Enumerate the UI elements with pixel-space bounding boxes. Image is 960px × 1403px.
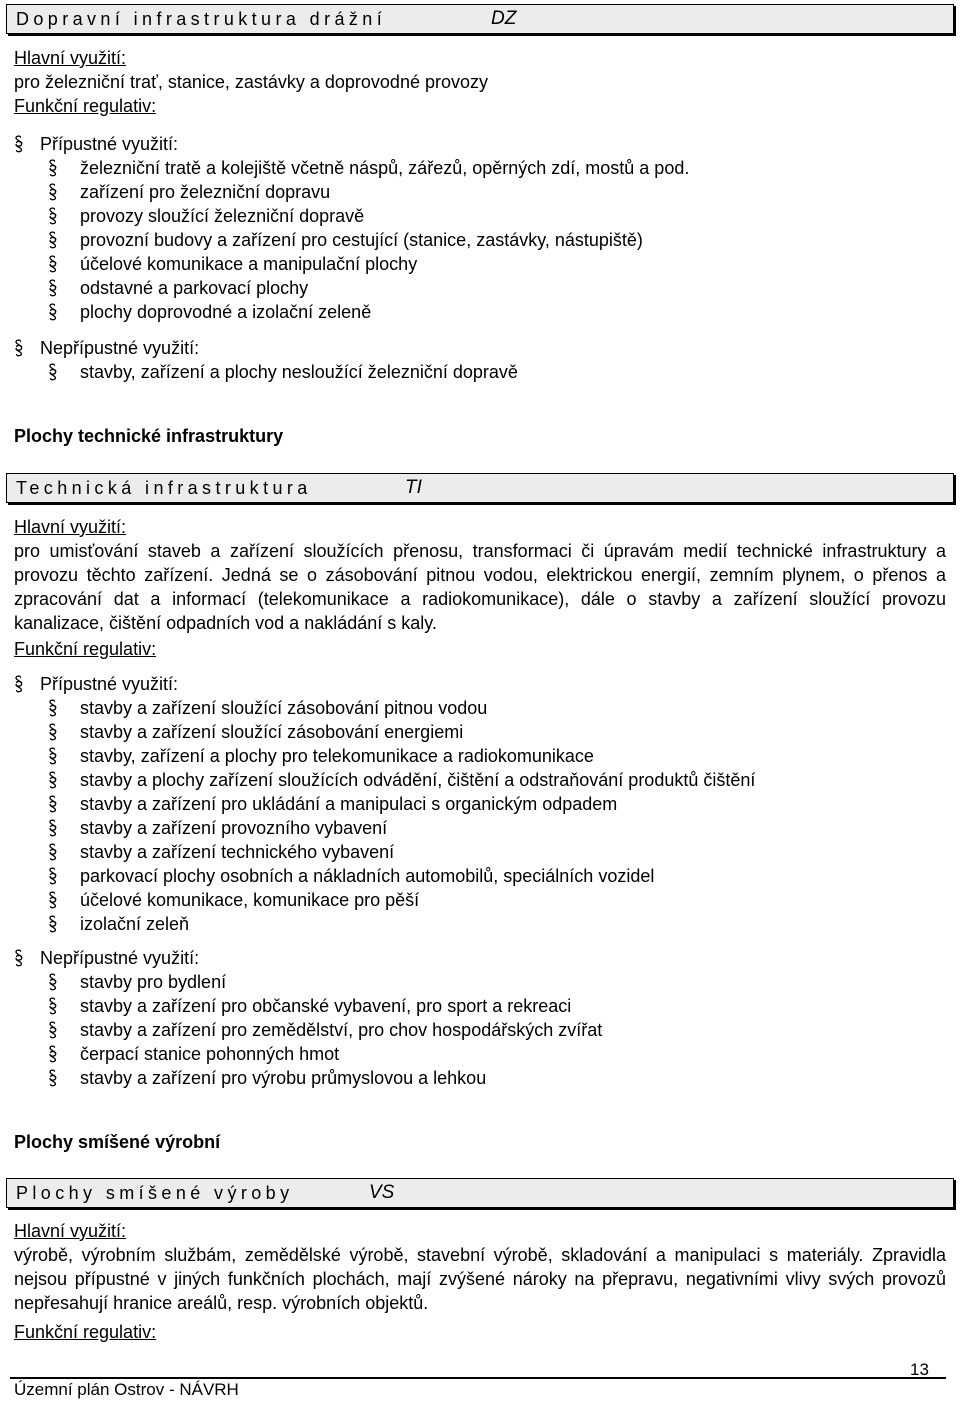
list-item: čerpací stanice pohonných hmot xyxy=(80,1044,340,1064)
section-box-dz xyxy=(6,4,954,34)
footer-document-title: Územní plán Ostrov - NÁVRH xyxy=(14,1380,239,1399)
regulativ-label-dz: Funkční regulativ: xyxy=(14,96,157,116)
list-item: stavby, zařízení a plochy nesloužící železniční dopravě xyxy=(80,362,518,382)
section-bullet-icon xyxy=(48,698,58,718)
list-item: provozní budovy a zařízení pro cestující (stanice, zastávky, nástupiště) xyxy=(80,230,643,250)
list-item: parkovací plochy osobních a nákladních automobilů, speciálních vozidel xyxy=(80,866,655,886)
box-code-dz: DZ xyxy=(491,8,517,29)
heading-ti: Plochy technické infrastruktury xyxy=(14,426,284,446)
pripustne-label-dz: Přípustné využití: xyxy=(40,134,179,154)
list-item: účelové komunikace a manipulační plochy xyxy=(80,254,418,274)
section-bullet-icon xyxy=(48,1020,58,1040)
list-item: stavby pro bydlení xyxy=(80,972,227,992)
section-bullet-icon xyxy=(48,996,58,1016)
regulativ-label-ti: Funkční regulativ: xyxy=(14,639,157,659)
nepripustne-label-dz: Nepřípustné využití: xyxy=(40,338,200,358)
list-item: stavby a zařízení pro občanské vybavení, pro sport a rekreaci xyxy=(80,996,572,1016)
list-item: plochy doprovodné a izolační zeleně xyxy=(80,302,372,322)
section-bullet-icon xyxy=(48,890,58,910)
section-bullet-icon xyxy=(14,674,24,694)
section-bullet-icon xyxy=(48,278,58,298)
section-bullet-icon xyxy=(14,948,24,968)
hlavni-text-ti: pro umisťování staveb a zařízení sloužících přenosu, transformaci či úpravám medií technické infrastruktury a provozu těchto zařízení. Jedná se o zásobování pitnou vodou, elektrickou energií, zemním plynem, o přenos a zpracování dat a informací (telekomunikace a radiokomunikace), dále o stavby a zařízení sloužící provozu kanalizace, čištění odpadních vod a nakládání s kaly. xyxy=(14,541,946,633)
section-bullet-icon xyxy=(48,722,58,742)
section-box-ti xyxy=(6,473,954,503)
list-item: zařízení pro železniční dopravu xyxy=(80,182,331,202)
box-code-ti: TI xyxy=(405,477,422,498)
list-item: stavby a zařízení pro zemědělství, pro chov hospodářských zvířat xyxy=(80,1020,603,1040)
section-bullet-icon xyxy=(48,866,58,886)
pripustne-label-ti: Přípustné využití: xyxy=(40,674,179,694)
section-bullet-icon xyxy=(48,206,58,226)
section-box-vs xyxy=(6,1178,954,1208)
section-bullet-icon xyxy=(14,338,24,358)
list-item: stavby a zařízení pro výrobu průmyslovou a lehkou xyxy=(80,1068,487,1088)
list-item: stavby a zařízení provozního vybavení xyxy=(80,818,388,838)
list-item: stavby a zařízení technického vybavení xyxy=(80,842,395,862)
list-item: stavby a zařízení pro ukládání a manipulaci s organickým odpadem xyxy=(80,794,618,814)
list-item: stavby, zařízení a plochy pro telekomunikace a radiokomunikace xyxy=(80,746,594,766)
box-title-dz: Dopravní infrastruktura drážní xyxy=(16,9,387,29)
section-bullet-icon xyxy=(48,770,58,790)
section-bullet-icon xyxy=(48,230,58,250)
list-item: stavby a zařízení sloužící zásobování pitnou vodou xyxy=(80,698,488,718)
hlavni-label-vs: Hlavní využití: xyxy=(14,1221,127,1241)
hlavni-text-dz: pro železniční trať, stanice, zastávky a doprovodné provozy xyxy=(14,72,488,92)
list-item: stavby a plochy zařízení sloužících odvádění, čištění a odstraňování produktů čištění xyxy=(80,770,756,790)
hlavni-label-ti: Hlavní využití: xyxy=(14,517,127,537)
section-bullet-icon xyxy=(48,158,58,178)
section-bullet-icon xyxy=(48,842,58,862)
box-title-ti: Technická infrastruktura xyxy=(16,478,312,498)
hlavni-label-dz: Hlavní využití: xyxy=(14,48,127,68)
list-item: provozy sloužící železniční dopravě xyxy=(80,206,365,226)
section-bullet-icon xyxy=(48,1068,58,1088)
section-bullet-icon xyxy=(48,794,58,814)
nepripustne-label-ti: Nepřípustné využití: xyxy=(40,948,200,968)
section-bullet-icon xyxy=(48,302,58,322)
heading-vs: Plochy smíšené výrobní xyxy=(14,1132,221,1152)
section-bullet-icon xyxy=(48,1044,58,1064)
section-bullet-icon xyxy=(48,746,58,766)
section-bullet-icon xyxy=(48,182,58,202)
box-title-vs: Plochy smíšené výroby xyxy=(16,1183,294,1203)
list-item: stavby a zařízení sloužící zásobování energiemi xyxy=(80,722,464,742)
list-item: železniční tratě a kolejiště včetně náspů, zářezů, opěrných zdí, mostů a pod. xyxy=(80,158,690,178)
list-item: odstavné a parkovací plochy xyxy=(80,278,309,298)
page-number: 13 xyxy=(910,1360,929,1379)
list-item: účelové komunikace, komunikace pro pěší xyxy=(80,890,420,910)
regulativ-label-vs: Funkční regulativ: xyxy=(14,1322,157,1342)
hlavni-text-vs: výrobě, výrobním službám, zemědělské výrobě, stavební výrobě, skladování a manipulaci s materiály. Zpravidla nejsou přípustné v jiných funkčních plochách, mají zvýšené nároky na přepravu, negativními vlivy svých provozů nepřesahují hranice areálů, resp. výrobních objektů. xyxy=(14,1245,946,1313)
section-bullet-icon xyxy=(48,362,58,382)
section-bullet-icon xyxy=(48,972,58,992)
section-bullet-icon xyxy=(48,254,58,274)
box-code-vs: VS xyxy=(369,1182,395,1203)
section-bullet-icon xyxy=(14,134,24,154)
section-bullet-icon xyxy=(48,818,58,838)
list-item: izolační zeleň xyxy=(80,914,190,934)
section-bullet-icon xyxy=(48,914,58,934)
